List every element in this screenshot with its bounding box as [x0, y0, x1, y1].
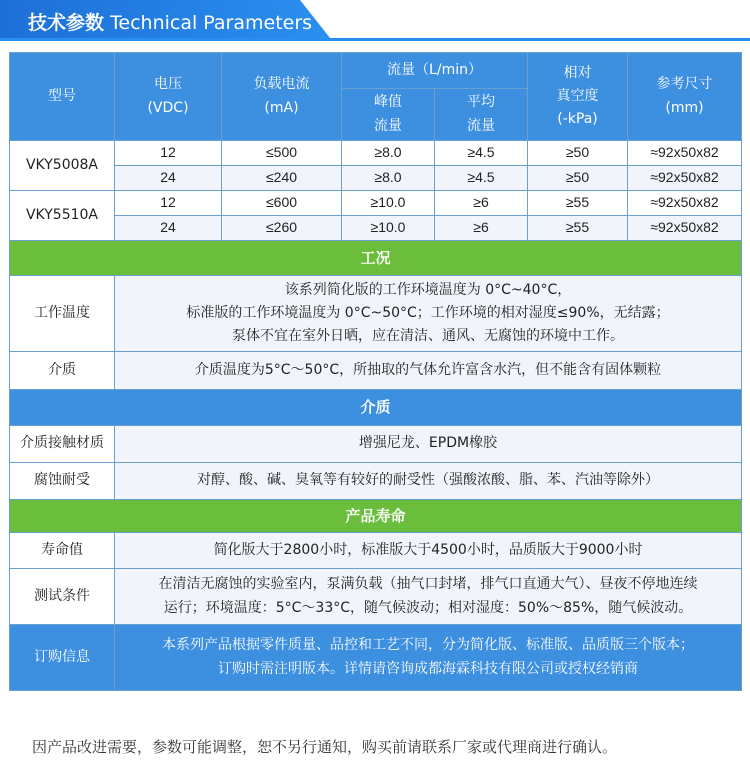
table-row — [10, 191, 742, 216]
header-flow-avg: 平均 流量 — [435, 89, 528, 141]
test-text: 在清洁无腐蚀的实验室内，泵满负载（抽气口封堵，排气口直通大气）、昼夜不停地连续 运行；环境温度：5°C～33°C，随气候波动；相对湿度：50%～85%，随气候波动。 — [115, 569, 742, 625]
avg-flow-value: ≥6 — [435, 191, 528, 216]
section-title-en: Technical Parameters — [110, 12, 313, 34]
vacuum-value: ≥50 — [528, 141, 628, 166]
voltage-value: 24 — [115, 166, 222, 191]
table-row — [10, 141, 742, 166]
avg-flow-value: ≥6 — [435, 216, 528, 241]
voltage-value: 12 — [115, 141, 222, 166]
table-row — [10, 533, 742, 569]
section-title-cn: 技术参数 — [28, 12, 105, 34]
row-label-working-temp: 工作温度 — [10, 276, 115, 352]
table-row — [10, 426, 742, 463]
header-vacuum: 相对 真空度 (-kPa) — [528, 53, 628, 141]
peak-flow-value: ≥10.0 — [342, 216, 435, 241]
row-label-medium: 介质 — [10, 352, 115, 390]
section-title-life: 产品寿命 — [10, 500, 742, 533]
section-title — [28, 8, 312, 35]
working-temp-text: 该系列简化版的工作环境温度为 0°C~40°C， 标准版的工作环境温度为 0°C~50°C；工作环境的相对湿度≤90%，无结露； 泵体不宜在室外日晒，应在清洁、通风、无腐蚀的环境中工作。 — [115, 276, 742, 352]
table-row — [10, 463, 742, 500]
model-name: VKY5008A — [10, 141, 115, 191]
section-header — [0, 0, 750, 44]
header-size: 参考尺寸 (mm) — [628, 53, 742, 141]
size-value: ≈92x50x82 — [628, 141, 742, 166]
footnote: 因产品改进需要，参数可能调整，恕不另行通知，购买前请联系厂家或代理商进行确认。 — [32, 738, 618, 756]
row-label-corrosion: 腐蚀耐受 — [10, 463, 115, 500]
table-row — [10, 276, 742, 352]
section-row-working — [10, 241, 742, 276]
voltage-value: 24 — [115, 216, 222, 241]
size-value: ≈92x50x82 — [628, 191, 742, 216]
table-row — [10, 216, 742, 241]
section-row-life — [10, 500, 742, 533]
model-name: VKY5510A — [10, 191, 115, 241]
peak-flow-value: ≥10.0 — [342, 191, 435, 216]
row-label-life: 寿命值 — [10, 533, 115, 569]
size-value: ≈92x50x82 — [628, 166, 742, 191]
avg-flow-value: ≥4.5 — [435, 141, 528, 166]
medium-text: 介质温度为5°C～50°C，所抽取的气体允许富含水汽，但不能含有固体颗粒 — [115, 352, 742, 390]
current-value: ≤260 — [222, 216, 342, 241]
header-flow-peak: 峰值 流量 — [342, 89, 435, 141]
technical-parameters-table — [9, 52, 742, 691]
table-row — [10, 352, 742, 390]
section-title-medium: 介质 — [10, 390, 742, 426]
current-value: ≤500 — [222, 141, 342, 166]
contact-material-text: 增强尼龙、EPDM橡胶 — [115, 426, 742, 463]
size-value: ≈92x50x82 — [628, 216, 742, 241]
table-row — [10, 625, 742, 691]
header-current: 负载电流 (mA) — [222, 53, 342, 141]
table-row — [10, 569, 742, 625]
current-value: ≤600 — [222, 191, 342, 216]
vacuum-value: ≥55 — [528, 216, 628, 241]
header-underline — [0, 38, 750, 41]
header-model: 型号 — [10, 53, 115, 141]
section-title-working: 工况 — [10, 241, 742, 276]
vacuum-value: ≥55 — [528, 191, 628, 216]
row-label-order: 订购信息 — [10, 625, 115, 691]
voltage-value: 12 — [115, 191, 222, 216]
header-flow: 流量（L/min） — [342, 53, 528, 89]
table-row — [10, 166, 742, 191]
vacuum-value: ≥50 — [528, 166, 628, 191]
corrosion-text: 对醇、酸、碱、臭氧等有较好的耐受性（强酸浓酸、脂、苯、汽油等除外） — [115, 463, 742, 500]
order-text: 本系列产品根据零件质量、品控和工艺不同，分为简化版、标准版、品质版三个版本； 订购时需注明版本。详情请咨询成都海霖科技有限公司或授权经销商 — [115, 625, 742, 691]
peak-flow-value: ≥8.0 — [342, 141, 435, 166]
row-label-test: 测试条件 — [10, 569, 115, 625]
life-text: 简化版大于2800小时，标准版大于4500小时，品质版大于9000小时 — [115, 533, 742, 569]
peak-flow-value: ≥8.0 — [342, 166, 435, 191]
header-voltage: 电压 (VDC) — [115, 53, 222, 141]
avg-flow-value: ≥4.5 — [435, 166, 528, 191]
row-label-contact-material: 介质接触材质 — [10, 426, 115, 463]
current-value: ≤240 — [222, 166, 342, 191]
section-row-medium — [10, 390, 742, 426]
